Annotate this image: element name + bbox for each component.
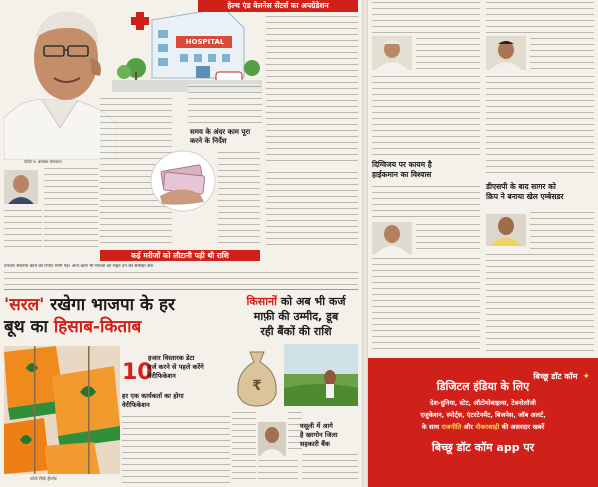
bichhu-ad — [368, 358, 598, 487]
right-column-10 — [530, 210, 594, 250]
ad-line4-b: राजनीति — [441, 423, 462, 431]
flags-caption: फोटोः सिर्फ़ ट्रीटमेंट — [30, 476, 57, 481]
article-column-2 — [4, 208, 42, 250]
ad-line4-e: की असरदार खबरें — [499, 423, 545, 431]
right-page — [368, 0, 598, 487]
ad-line-4 — [372, 422, 594, 433]
kisan-title-line-3: रही बैंकों की राशि — [260, 325, 332, 338]
saral-quote: 'सरल' — [4, 295, 45, 315]
article-column-6 — [266, 14, 358, 164]
bag-symbol: ₹ — [252, 378, 262, 394]
sub-head — [190, 128, 262, 146]
debt-head-line-1: वसूली में आगे — [300, 422, 333, 430]
saral-line2-a: बूथ का — [4, 317, 54, 337]
patients-banner: कई मरीजों को लौटानी पड़ी थी राशि — [100, 250, 260, 261]
saral-title-rest: रखेगा भाजपा के हर — [44, 295, 175, 315]
article-column-4 — [188, 84, 262, 128]
digvijay-head-line-2: हाईकमान का विश्वास — [372, 170, 432, 179]
farmer-portrait — [258, 422, 286, 456]
right-column-8 — [530, 36, 594, 70]
right-column-5 — [416, 222, 480, 254]
data-head-line-1: हजार विस्तारक डेटा — [148, 354, 195, 362]
data-number: 10 — [122, 360, 153, 385]
right-portrait-1 — [372, 36, 412, 70]
data-head-line-3: वेरीफिकेशन — [148, 372, 176, 380]
sub-head-line-1: समय के अंदर काम पूरा — [190, 128, 251, 136]
article-column-5 — [218, 150, 260, 246]
ad-footer-a: बिच्छू डॉट कॉम — [431, 441, 493, 454]
digvijay-head — [372, 160, 482, 180]
saral-title-line-2 — [4, 316, 230, 338]
article-column-10 — [258, 458, 298, 484]
article-column-12 — [302, 452, 358, 484]
hospital-sign: HOSPITAL — [185, 38, 225, 46]
right-portrait-2 — [372, 222, 412, 254]
debt-head-line-3: सहकारी बैंक — [300, 440, 330, 448]
ad-footer-b: app पर — [492, 441, 535, 454]
data-head-line-2: दर्ज करने से पहले करेंगे — [148, 363, 204, 371]
kisan-title-line-1 — [232, 294, 360, 309]
dsp-head-line-2: क्रिप ने बनाया खेल एम्बेसडर — [486, 192, 564, 201]
kisan-headline — [232, 294, 360, 339]
ad-line4-a: के साथ — [421, 423, 442, 431]
ad-line4-c: और — [461, 423, 476, 431]
bjp-flags-image — [4, 346, 120, 474]
ad-header — [478, 364, 590, 382]
article-column-7 — [266, 170, 358, 248]
saral-line2-b: हिसाब-किताब — [53, 317, 142, 337]
right-column-1 — [372, 0, 480, 34]
section-divider — [4, 289, 358, 290]
field-photo — [284, 344, 358, 406]
upgrade-banner: हेल्थ एंड वेलनेस सेंटर्स का अपग्रेडेशन — [198, 0, 358, 12]
strip-lines — [4, 270, 358, 286]
kisan-title-b: को अब भी कर्ज — [277, 295, 346, 308]
strip-text: उपचार स्थानीय कार्य की रिपोर्ट मांगी गई। अन्य कार्य भी मरीजों को राहत देने की समीक्षा की। — [4, 264, 154, 269]
article-column-1 — [44, 166, 98, 250]
saral-headline — [4, 294, 230, 338]
right-column-4 — [372, 184, 480, 220]
scorpion-icon: ✦ — [582, 372, 590, 382]
debt-head — [300, 422, 360, 449]
debt-head-line-2: है खरगोन जिला — [300, 431, 338, 439]
worker-head-line-2: वेरीफिकेशन — [122, 401, 150, 409]
right-portrait-4 — [486, 214, 526, 246]
right-column-3 — [372, 74, 480, 158]
right-column-7 — [486, 0, 594, 34]
small-portrait — [4, 170, 38, 204]
ad-header-text: बिच्छू डॉट कॉम — [533, 372, 578, 381]
right-column-2 — [416, 36, 480, 70]
ad-line4-d: नौकरशाही — [475, 423, 500, 431]
worker-head-line-1: हर एक कार्यकर्ता का होगा — [122, 392, 184, 400]
article-column-8 — [122, 414, 230, 484]
portrait-caption: फोटोः प्र. बराबक मनाकात — [24, 159, 62, 164]
hospital-illustration — [112, 6, 262, 92]
right-column-6 — [372, 256, 480, 352]
worker-head — [122, 392, 232, 410]
saral-title-line-1 — [4, 294, 230, 316]
sub-head-line-2: करने के निर्देश — [190, 137, 227, 145]
right-portrait-3 — [486, 36, 526, 70]
kisan-title-a: किसानों — [246, 295, 278, 308]
data-head — [148, 354, 232, 381]
digvijay-head-line-1: दिग्विजय पर कायम है — [372, 160, 432, 169]
right-column-11 — [486, 252, 594, 352]
kisan-title-line-2: माफ़ी की उम्मीद, डूब — [253, 310, 339, 323]
ad-line-3: एजुकेशन, स्पोर्ट्स, एंटरटेनमेंट, बिजनेस, जॉब अलर्ट, — [420, 411, 546, 419]
ad-line-1: डिजिटल इंडिया के लिए — [436, 380, 530, 393]
dsp-head — [486, 182, 596, 202]
dsp-head-line-1: डीएसपी के बाद सागर को — [486, 182, 556, 191]
article-column-9 — [232, 410, 256, 484]
cash-illustration — [150, 150, 216, 212]
right-column-9 — [486, 74, 594, 178]
ad-footer — [372, 440, 594, 456]
ad-line-2: देश-दुनिया, स्टेट, ऑटोमोबाइल्स, टेक्नोलॉजी — [430, 399, 536, 407]
